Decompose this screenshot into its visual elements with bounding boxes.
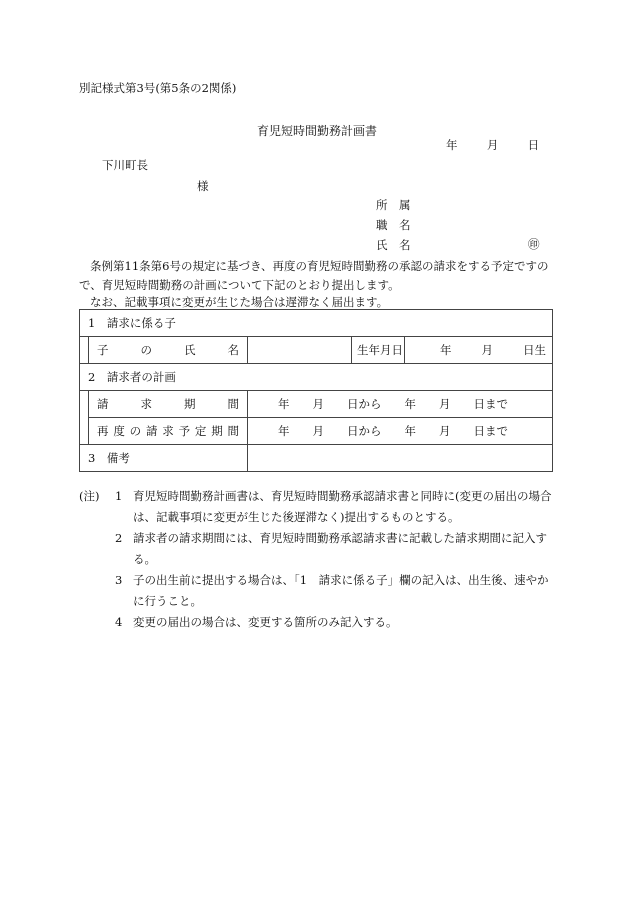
re-request-period-label: 再 度 の 請 求 予 定 期 間 bbox=[89, 418, 248, 445]
date-year: 年 bbox=[446, 138, 458, 152]
form-number: 別記様式第3号(第5条の2関係) bbox=[79, 81, 237, 95]
body-paragraph-1-cont: で、育児短時間勤務の計画について下記のとおり提出します。 bbox=[79, 278, 400, 292]
note-item: 3 子の出生前に提出する場合は、「1 請求に係る子」欄の記入は、出生後、速やかに行うこと。 bbox=[115, 573, 549, 608]
child-name-field[interactable] bbox=[248, 337, 352, 364]
addressee: 下川町長 bbox=[102, 158, 148, 172]
child-name-label: 子 の 氏 名 bbox=[89, 337, 248, 364]
page-title: 育児短時間勤務計画書 bbox=[257, 124, 378, 138]
affiliation-label: 所 属 bbox=[376, 198, 411, 212]
birthdate-field[interactable]: 年 月 日生 bbox=[405, 337, 553, 364]
date-day: 日 bbox=[527, 138, 540, 152]
notes-prefix: (注) bbox=[79, 489, 100, 503]
body-paragraph-2: なお、記載事項に変更が生じた場合は遅滞なく届出ます。 bbox=[90, 295, 389, 309]
re-request-period-field[interactable]: 年 月 日から 年 月 日まで bbox=[248, 418, 553, 445]
body-paragraph-1: 条例第11条第6号の規定に基づき、再度の育児短時間勤務の承認の請求をする予定ですの bbox=[90, 259, 549, 273]
name-label: 氏 名 bbox=[376, 238, 411, 252]
remarks-field[interactable] bbox=[248, 445, 553, 472]
section-1-heading: 1 請求に係る子 bbox=[80, 310, 553, 337]
section-3-heading: 3 備考 bbox=[80, 445, 248, 472]
birthdate-label: 生年月日 bbox=[352, 337, 405, 364]
note-item: 4 変更の届出の場合は、変更する箇所のみ記入する。 bbox=[115, 615, 398, 629]
note-item: (注) 1 育児短時間勤務計画書は、育児短時間勤務承認請求書と同時に(変更の届出の場合は、記載事項に変更が生じた後遅滞なく)提出するものとする。 bbox=[79, 486, 553, 528]
note-item: 2 請求者の請求期間には、育児短時間勤務承認請求書に記載した請求期間に記入する。 bbox=[115, 531, 547, 566]
seal-mark: ㊞ bbox=[528, 237, 540, 251]
position-label: 職 名 bbox=[376, 218, 411, 232]
honorific: 様 bbox=[197, 179, 209, 193]
request-period-field[interactable]: 年 月 日から 年 月 日まで bbox=[248, 391, 553, 418]
date-month: 月 bbox=[486, 138, 499, 152]
notes-section bbox=[79, 486, 553, 633]
plan-table bbox=[79, 309, 553, 472]
request-period-label: 請 求 期 間 bbox=[89, 391, 248, 418]
section-2-heading: 2 請求者の計画 bbox=[80, 364, 553, 391]
date-line bbox=[446, 137, 539, 153]
